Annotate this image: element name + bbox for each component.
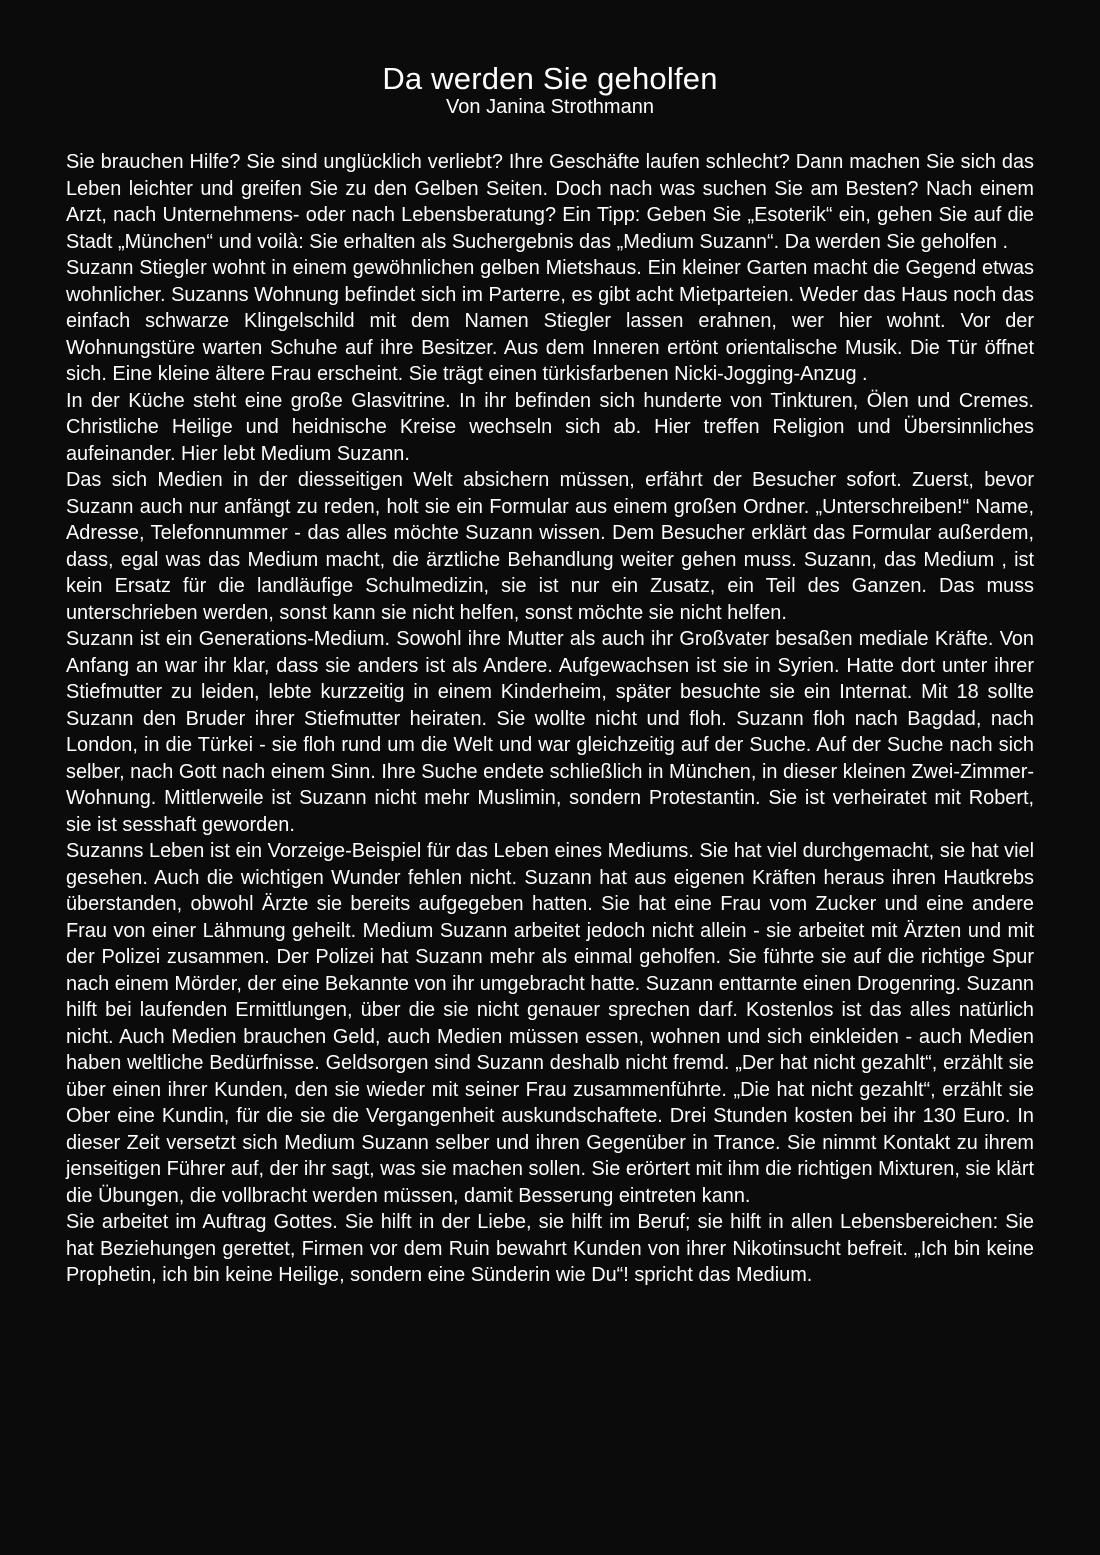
article-paragraph: Suzann ist ein Generations-Medium. Sowohl ihre Mutter als auch ihr Großvater besaßen mediale Kräfte. Von Anfang an war ihr klar, dass sie anders ist als Andere. Aufgewachsen ist sie in Syrien. Hatte dort unter ihrer Stiefmutter zu leiden, lebte kurzzeitig in einem Kinderheim, später besuchte sie ein Internat. Mit 18 sollte Suzann den Bruder ihrer Stiefmutter heiraten. Sie wollte nicht und floh. Suzann floh nach Bagdad, nach London, in die Türkei - sie floh rund um die Welt und war gleichzeitig auf der Suche. Auf der Suche nach sich selber, nach Gott nach einem Sinn. Ihre Suche endete schließlich in München, in dieser kleinen Zwei-Zimmer-Wohnung. Mittlerweile ist Suzann nicht mehr Muslimin, sondern Protestantin. Sie ist verheiratet mit Robert, sie ist sesshaft geworden. [66, 628, 1034, 836]
article-paragraph: In der Küche steht eine große Glasvitrine. In ihr befinden sich hunderte von Tinkturen, Ölen und Cremes. Christliche Heilige und heidnische Kreise wechseln sich ab. Hier treffen Religion und Übersinnliches aufeinander. Hier lebt Medium Suzann. [66, 389, 1034, 465]
article-paragraph: Das sich Medien in der diesseitigen Welt absichern müssen, erfährt der Besucher sofort. Zuerst, bevor Suzann auch nur anfängt zu reden, holt sie ein Formular aus einem großen Ordner. „Unterschreiben!“ Name, Adresse, Telefonnummer - das alles möchte Suzann wissen. Dem Besucher erklärt das Formular außerdem, dass, egal was das Medium macht, die ärztliche Behandlung weiter gehen muss. Suzann, das Medium , ist kein Ersatz für die landläufige Schulmedizin, sie ist nur ein Zusatz, ein Teil des Ganzen. Das muss unterschrieben werden, sonst kann sie nicht helfen, sonst möchte sie nicht helfen. [66, 469, 1034, 624]
article-body [66, 149, 1034, 1289]
article-paragraph: Suzanns Leben ist ein Vorzeige-Beispiel für das Leben eines Mediums. Sie hat viel durchgemacht, sie hat viel gesehen. Auch die wichtigen Wunder fehlen nicht. Suzann hat aus eigenen Kräften heraus ihren Hautkrebs überstanden, obwohl Ärzte sie bereits aufgegeben hatten. Sie hat eine Frau vom Zucker und eine andere Frau von einer Lähmung geheilt. Medium Suzann arbeitet jedoch nicht allein - sie arbeitet mit Ärzten und mit der Polizei zusammen. Der Polizei hat Suzann mehr als einmal geholfen. Sie führte sie auf die richtige Spur nach einem Mörder, der eine Bekannte von ihr umgebracht hatte. Suzann enttarnte einen Drogenring. Suzann hilft bei laufenden Ermittlungen, über die sie nicht genauer sprechen darf. Kostenlos ist das alles natürlich nicht. Auch Medien brauchen Geld, auch Medien müssen essen, wohnen und sich einkleiden - auch Medien haben weltliche Bedürfnisse. Geldsorgen sind Suzann deshalb nicht fremd. „Der hat nicht gezahlt“, erzählt sie über einen ihrer Kunden, den sie wieder mit seiner Frau zusammenführte. „Die hat nicht gezahlt“, erzählt sie Ober eine Kundin, für die sie die Vergangenheit auskundschaftete. Drei Stunden kosten bei ihr 130 Euro. In dieser Zeit versetzt sich Medium Suzann selber und ihren Gegenüber in Trance. Sie nimmt Kontakt zu ihrem jenseitigen Führer auf, der ihr sagt, was sie machen sollen. Sie erörtert mit ihm die richtigen Mixturen, sie klärt die Übungen, die vollbracht werden müssen, damit Besserung eintreten kann. [66, 840, 1034, 1207]
article-paragraph: Sie arbeitet im Auftrag Gottes. Sie hilft in der Liebe, sie hilft im Beruf; sie hilft in allen Lebensbereichen: Sie hat Beziehungen gerettet, Firmen vor dem Ruin bewahrt Kunden von ihrer Nikotinsucht befreit. „Ich bin keine Prophetin, ich bin keine Heilige, sondern eine Sünderin wie Du“! spricht das Medium. [66, 1211, 1034, 1286]
author-byline: Von Janina Strothmann [446, 96, 654, 118]
article-title: Da werden Sie geholfen [382, 61, 718, 96]
article-paragraph: Suzann Stiegler wohnt in einem gewöhnlichen gelben Mietshaus. Ein kleiner Garten macht die Gegend etwas wohnlicher. Suzanns Wohnung befindet sich im Parterre, es gibt acht Mietparteien. Weder das Haus noch das einfach schwarze Klingelschild mit dem Namen Stiegler lassen erahnen, wer hier wohnt. Vor der Wohnungstüre warten Schuhe auf ihre Besitzer. Aus dem Inneren ertönt orientalische Musik. Die Tür öffnet sich. Eine kleine ältere Frau erscheint. Sie trägt einen türkisfarbenen Nicki-Jogging-Anzug . [66, 257, 1034, 385]
article-paragraph: Sie brauchen Hilfe? Sie sind unglücklich verliebt? Ihre Geschäfte laufen schlecht? Dann machen Sie sich das Leben leichter und greifen Sie zu den Gelben Seiten. Doch nach was suchen Sie am Besten? Nach einem Arzt, nach Unternehmens- oder nach Lebensberatung? Ein Tipp: Geben Sie „Esoterik“ ein, gehen Sie auf die Stadt „München“ und voilà: Sie erhalten als Suchergebnis das „Medium Suzann“. Da werden Sie geholfen . [66, 151, 1034, 253]
